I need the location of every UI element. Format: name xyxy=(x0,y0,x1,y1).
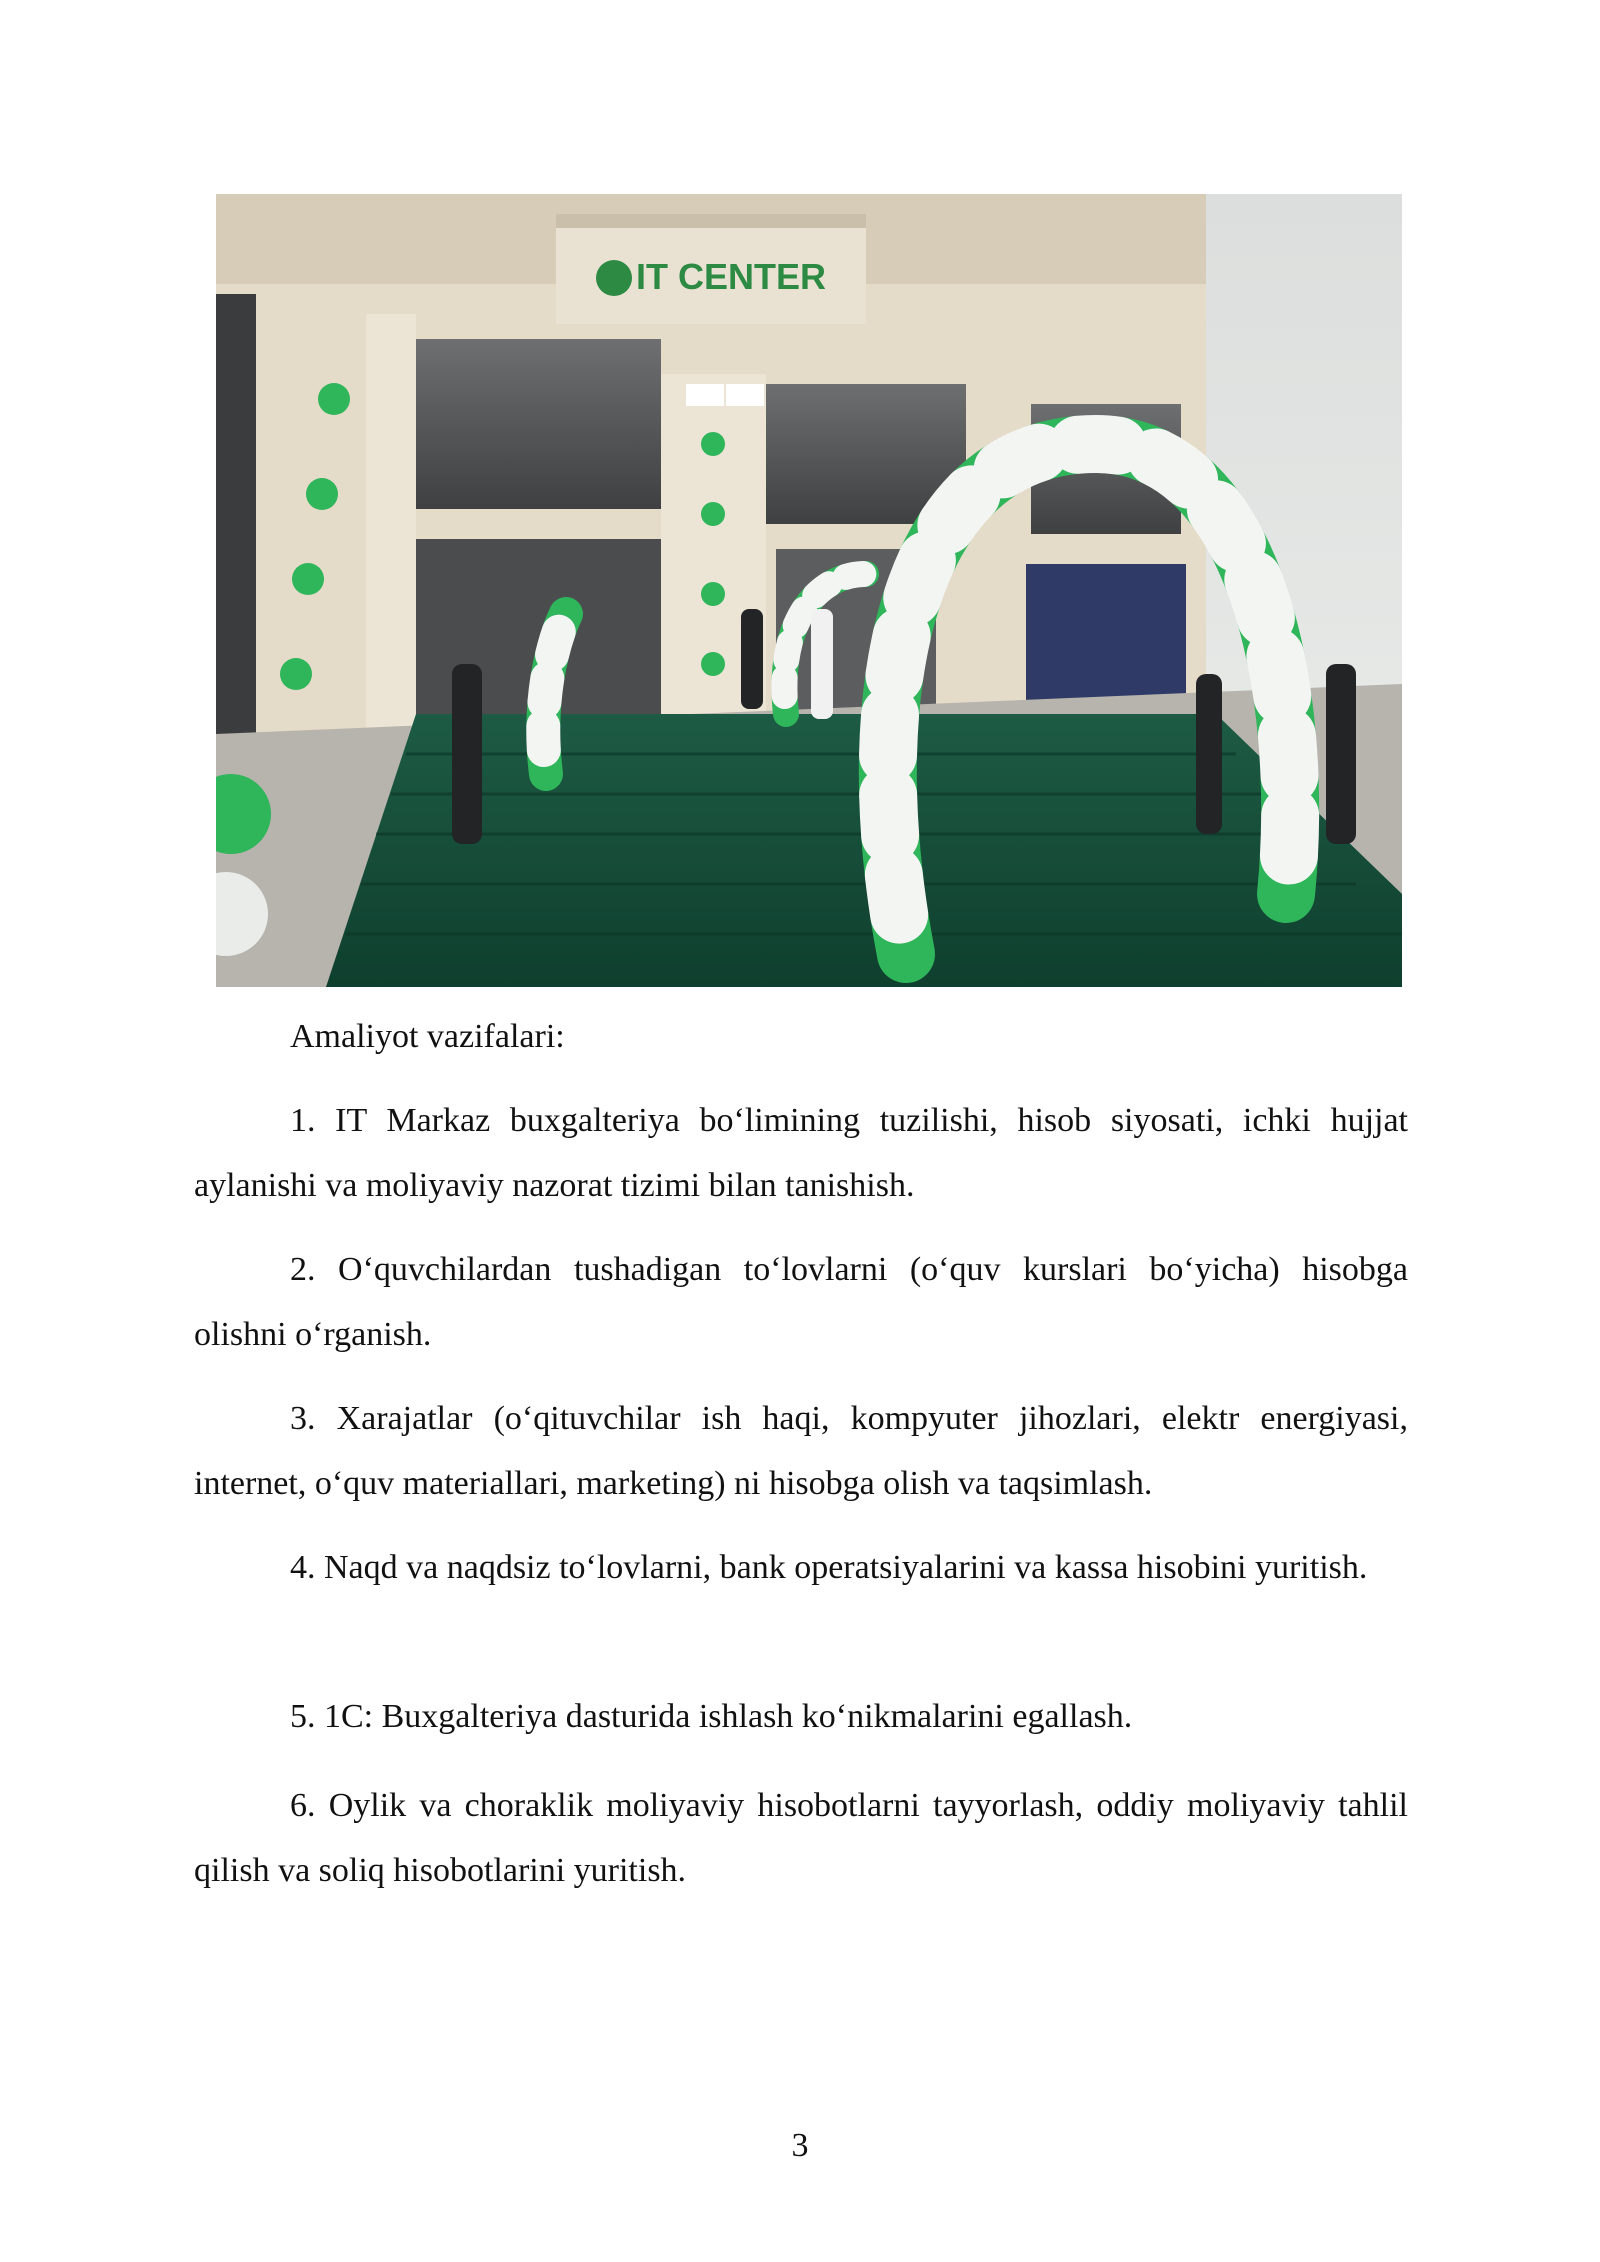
task-item-5: 5. 1C: Buxgalteriya dasturida ishlash ko‘nikmalarini egallash. xyxy=(290,1698,1133,1735)
task-item-4: 4. Naqd va naqdsiz to‘lovlarni, bank operatsiyalarini va kassa hisobini yuritish. xyxy=(290,1549,1368,1586)
section-heading: Amaliyot vazifalari: xyxy=(290,1018,565,1055)
task-item-1: 1. IT Markaz buxgalteriya bo‘limining tuzilishi, hisob siyosati, ichki hujjat aylanishi va moliyaviy nazorat tizimi bilan tanishish. xyxy=(194,1102,1408,1204)
page-number: 3 xyxy=(791,2127,809,2164)
it-center-building-photo xyxy=(216,194,1402,987)
task-item-2: 2. O‘quvchilardan tushadigan to‘lovlarni (o‘quv kurslari bo‘yicha) hisobga olishni o‘rganish. xyxy=(194,1251,1408,1353)
building-sign-text: IT CENTER xyxy=(636,256,827,297)
task-item-6: 6. Oylik va choraklik moliyaviy hisobotlarni tayyorlash, oddiy moliyaviy tahlil qilish va soliq hisobotlarini yuritish. xyxy=(194,1787,1408,1889)
task-item-3: 3. Xarajatlar (o‘qituvchilar ish haqi, kompyuter jihozlari, elektr energiyasi, internet, o‘quv materiallari, marketing) ni hisobga olish va taqsimlash. xyxy=(194,1400,1408,1502)
